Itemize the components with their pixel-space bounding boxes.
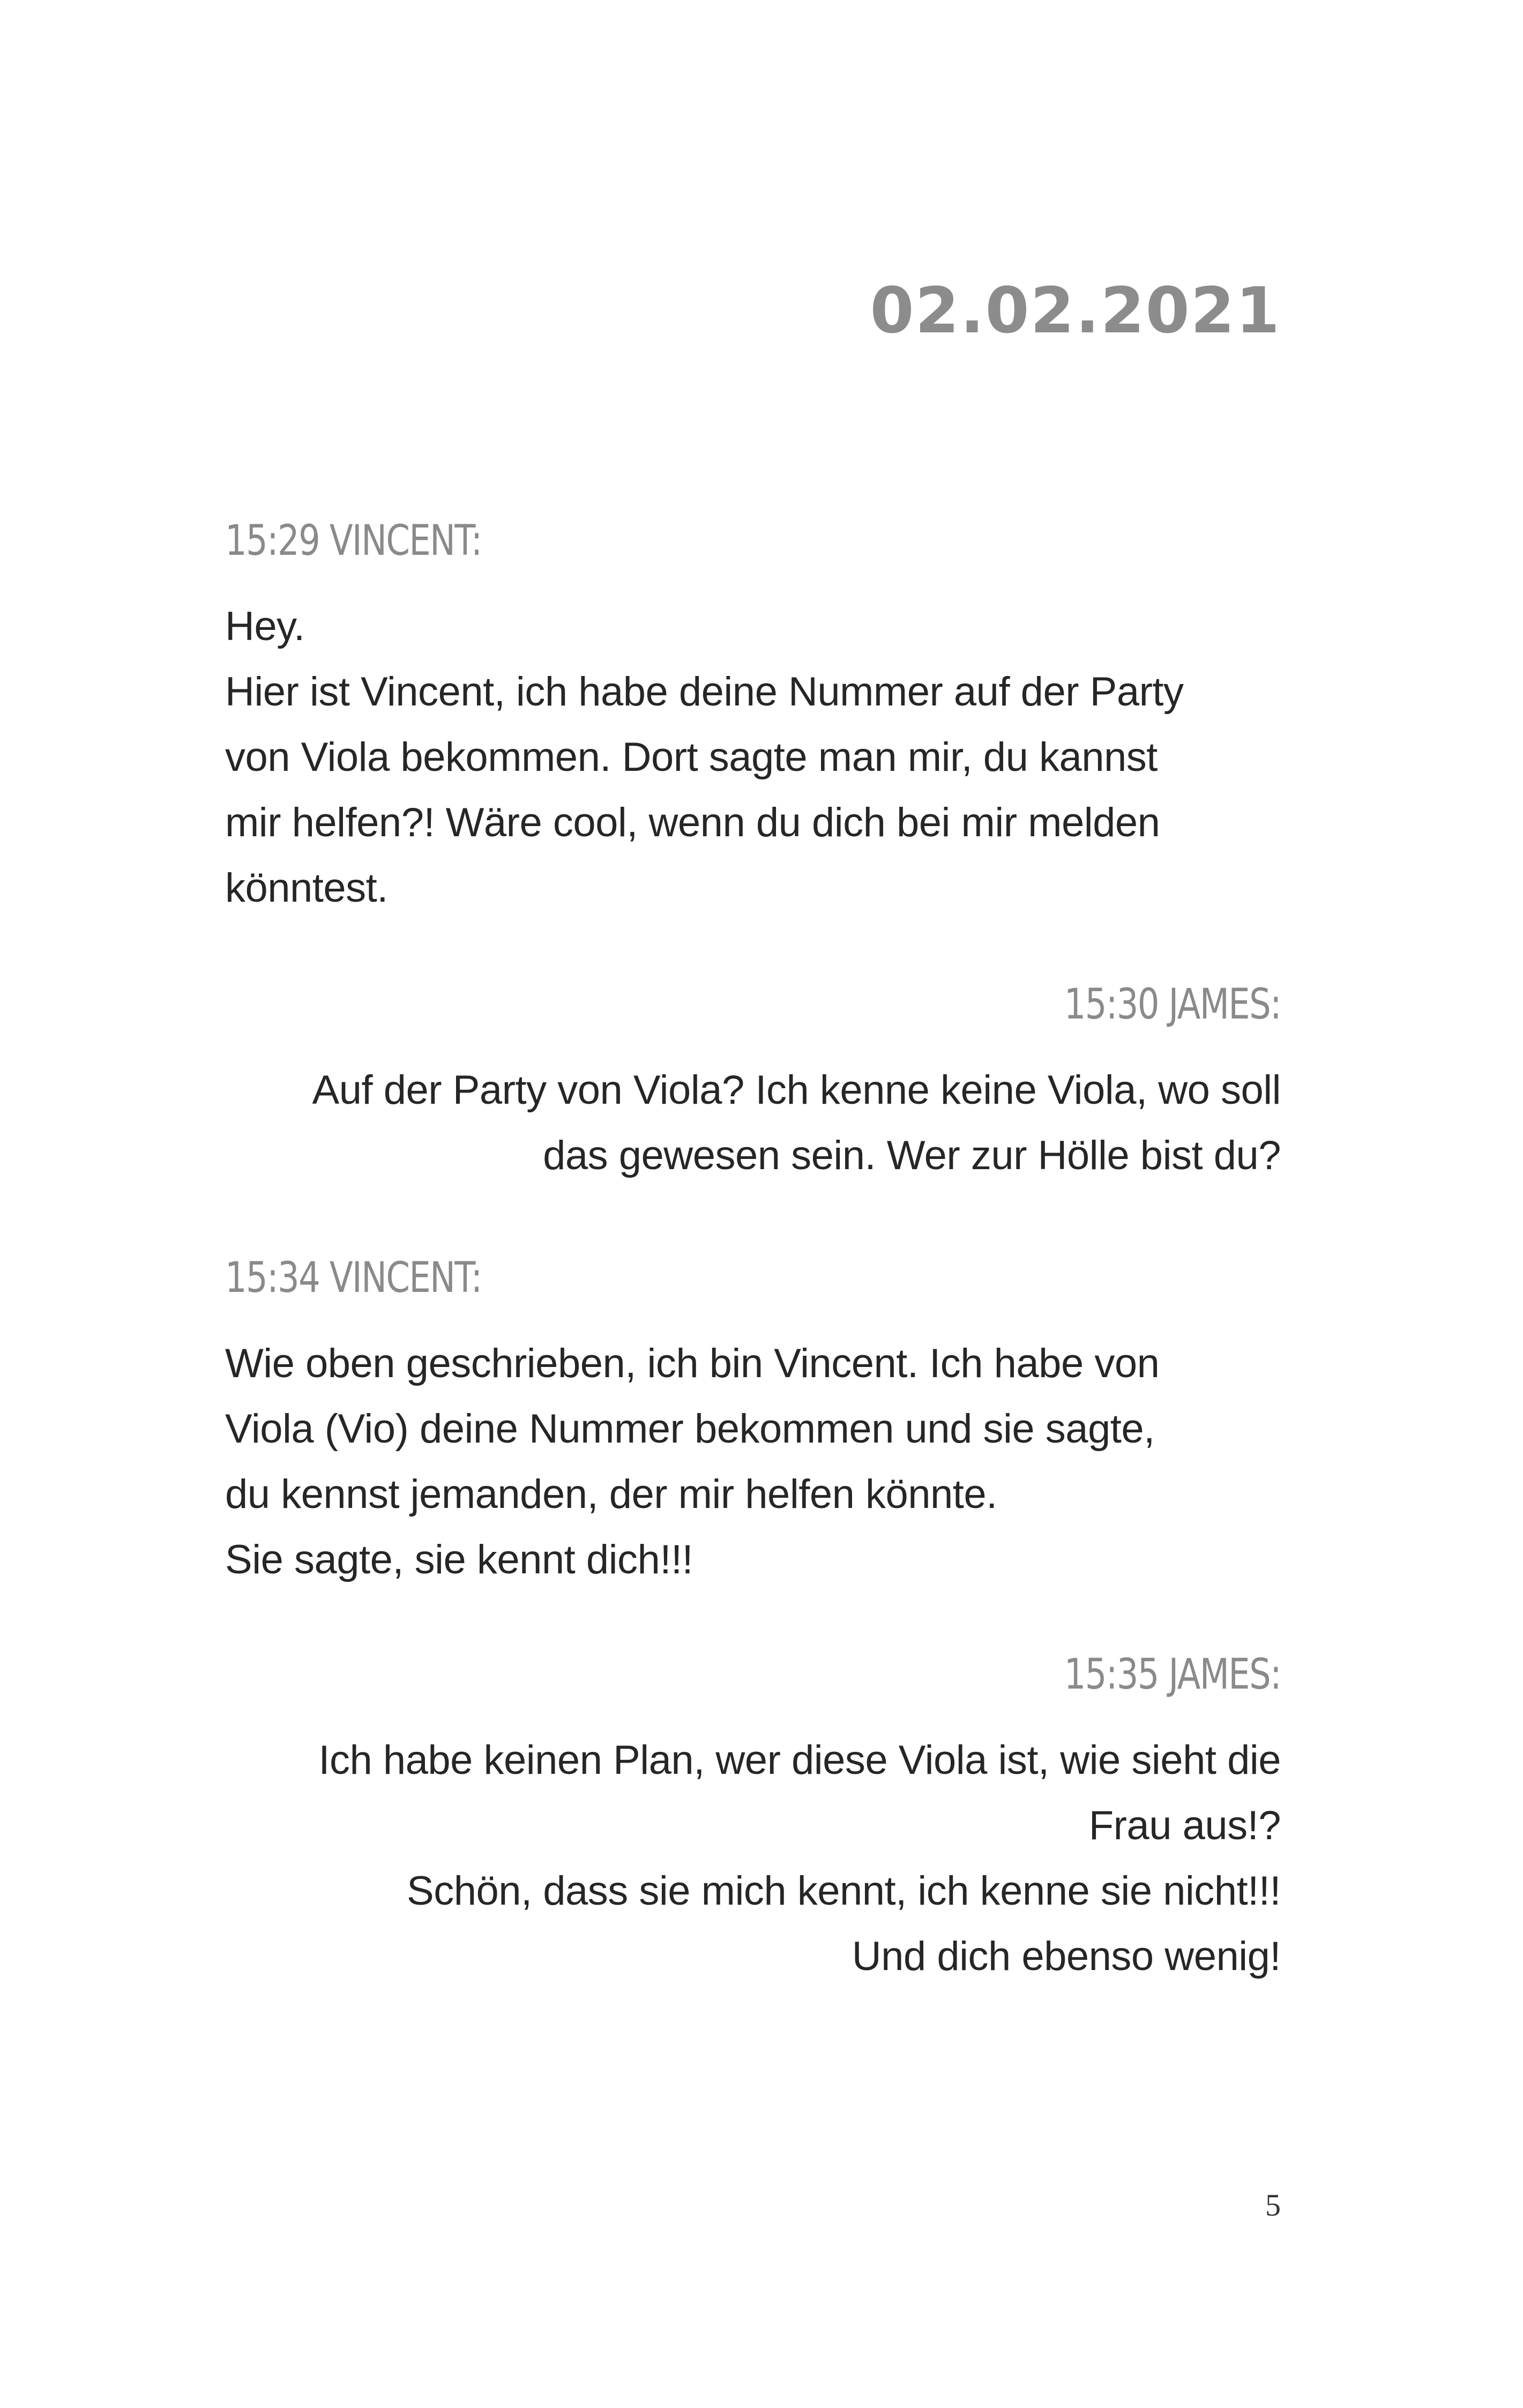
- message-line: Schön, dass sie mich kennt, ich kenne sie nicht!!!: [407, 1868, 1281, 1914]
- message-line: Ich habe keinen Plan, wer diese Viola ist, wie sieht die: [318, 1737, 1281, 1783]
- message-sender: 15:35 JAMES:: [1064, 1651, 1281, 1699]
- message-line: Hey.: [225, 604, 305, 649]
- message-sender: 15:34 VINCENT:: [225, 1254, 482, 1302]
- message-line: Und dich ebenso wenig!: [852, 1934, 1281, 1979]
- message-james-1: [225, 980, 1281, 1188]
- message-line: könntest.: [225, 865, 388, 911]
- message-line: mir helfen?! Wäre cool, wenn du dich bei mir melden: [225, 800, 1160, 845]
- message-james-2: [225, 1651, 1281, 1989]
- message-vincent-1: [225, 517, 1281, 921]
- message-line: du kennst jemanden, der mir helfen könnte.: [225, 1471, 997, 1517]
- message-line: Sie sagte, sie kennt dich!!!: [225, 1537, 693, 1582]
- message-sender: 15:30 JAMES:: [1064, 980, 1281, 1029]
- message-line: Frau aus!?: [1088, 1803, 1281, 1848]
- message-line: Wie oben geschrieben, ich bin Vincent. Ich habe von: [225, 1341, 1160, 1386]
- message-sender: 15:29 VINCENT:: [225, 517, 482, 565]
- message-vincent-2: [225, 1254, 1281, 1593]
- date-heading: 02.02.2021: [870, 273, 1281, 347]
- message-line: von Viola bekommen. Dort sagte man mir, du kannst: [225, 734, 1158, 780]
- message-line: das gewesen sein. Wer zur Hölle bist du?: [543, 1133, 1281, 1178]
- message-line: Hier ist Vincent, ich habe deine Nummer auf der Party: [225, 669, 1184, 715]
- message-line: Viola (Vio) deine Nummer bekommen und sie sagte,: [225, 1406, 1155, 1452]
- page-number: 5: [1265, 2188, 1281, 2223]
- message-line: Auf der Party von Viola? Ich kenne keine Viola, wo soll: [312, 1067, 1281, 1113]
